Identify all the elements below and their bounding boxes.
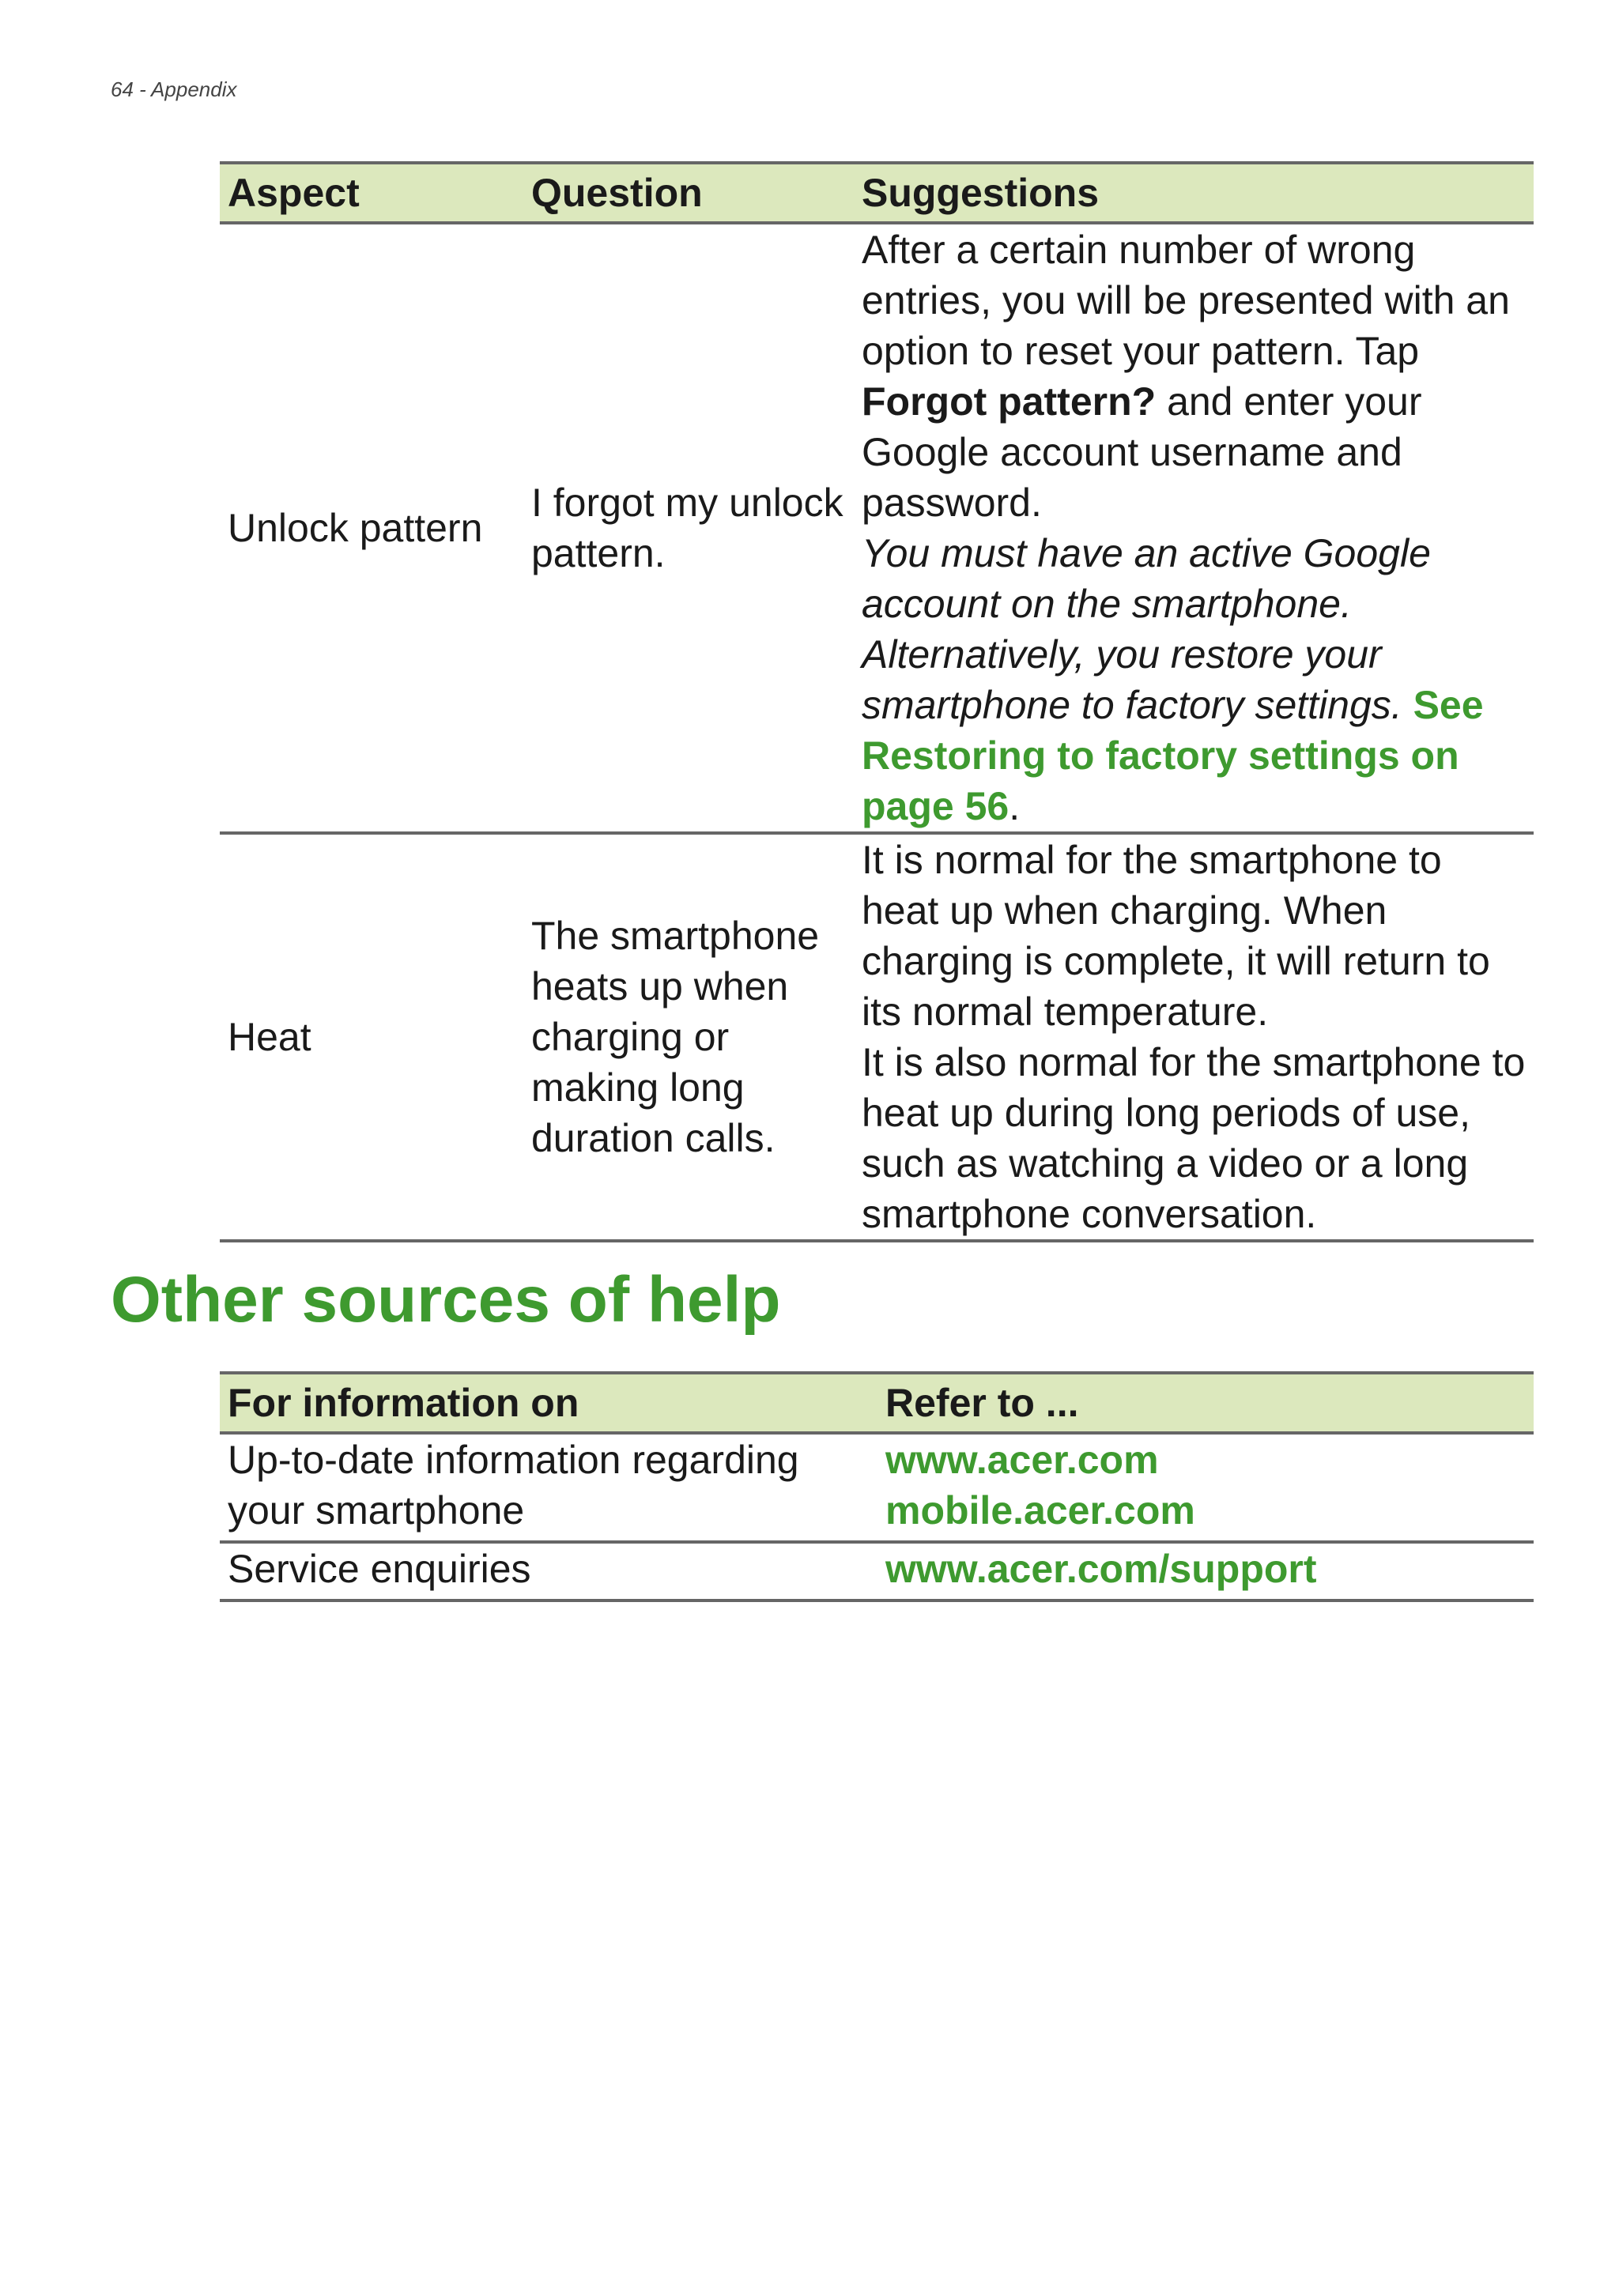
help-sources-table (220, 1371, 1534, 1602)
troubleshooting-table (220, 161, 1534, 1242)
header-suggestions: Suggestions (854, 163, 1534, 223)
cell-suggestions (854, 223, 1534, 833)
cell-info: Service enquiries (220, 1542, 877, 1600)
cell-question: I forgot my unlock pattern. (523, 223, 854, 833)
table-row (220, 1433, 1534, 1542)
suggestion-text: It is normal for the smartphone to heat up when charging. When charging is complete, it will return to its normal temperature. (862, 838, 1490, 1034)
section-title: Other sources of help (111, 1264, 781, 1336)
suggestion-text: It is also normal for the smartphone to heat up during long periods of use, such as watching a video or a long smartphone conversation. (862, 1040, 1526, 1236)
cell-links (877, 1433, 1534, 1542)
table-row (220, 1542, 1534, 1600)
page-header: 64 - Appendix (111, 77, 237, 101)
suggestion-text: After a certain number of wrong entries, you will be presented with an option to reset your pattern. Tap (862, 228, 1510, 373)
table-row (220, 223, 1534, 833)
suggestion-note: Alternatively, you restore your smartphone to factory settings. (862, 632, 1402, 727)
acer-link[interactable]: www.acer.com (885, 1438, 1159, 1482)
header-question: Question (523, 163, 854, 223)
cell-aspect: Unlock pattern (220, 223, 523, 833)
period: . (1009, 784, 1021, 828)
cell-info: Up-to-date information regarding your smartphone (220, 1433, 877, 1542)
cell-question: The smartphone heats up when charging or making long duration calls. (523, 833, 854, 1241)
header-aspect: Aspect (220, 163, 523, 223)
suggestion-text: and enter your Google account username and password. (862, 379, 1422, 525)
cell-aspect: Heat (220, 833, 523, 1241)
factory-settings-link[interactable]: See Restoring to factory settings on page 56 (862, 683, 1484, 828)
cell-links (877, 1542, 1534, 1600)
table-header-row (220, 163, 1534, 223)
support-link[interactable]: www.acer.com/support (885, 1547, 1317, 1591)
cell-suggestions (854, 833, 1534, 1241)
header-refer: Refer to ... (877, 1373, 1534, 1433)
suggestion-note: You must have an active Google account on the smartphone. (862, 531, 1431, 626)
header-info: For information on (220, 1373, 877, 1433)
forgot-pattern-label: Forgot pattern? (862, 379, 1157, 424)
table-header-row (220, 1373, 1534, 1433)
mobile-acer-link[interactable]: mobile.acer.com (885, 1488, 1195, 1533)
table-row (220, 833, 1534, 1241)
